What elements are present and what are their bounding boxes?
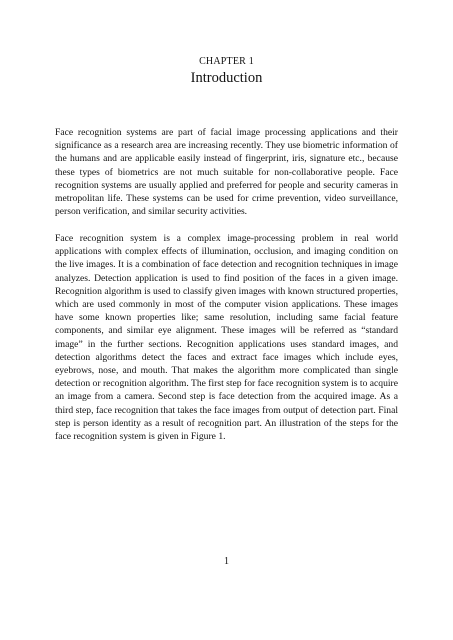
paragraph-2: Face recognition system is a complex image-processing problem in real world applications with complex effects of illumination, occlusion, and imaging condition on the live images. It is a combination of face detection and recognition techniques in image analyzes. Detection application is used to find position of the faces in a given image. Recognition algorithm is used to classify given images with known structured properties, which are used commonly in most of the computer vision applications. These images have some known properties like; same resolution, including same facial feature components, and similar eye alignment. These images will be referred as “standard image” in the further sections. Recognition applications uses standard images, and detection algorithms detect the faces and extract face images which include eyes, eyebrows, nose, and mouth. That makes the algorithm more complicated than single detection or recognition algorithm. The first step for face recognition system is to acquire an image from a camera. Second step is face detection from the acquired image. As a third step, face recognition that takes the face images from output of detection part. Final step is person identity as a result of recognition part. An illustration of the steps for the face recognition system is given in Figure 1. (55, 233, 398, 443)
chapter-title: Introduction (190, 70, 263, 86)
chapter-label: CHAPTER 1 (199, 56, 254, 67)
paragraph-1: Face recognition systems are part of facial image processing applications and their significance as a research area are increasing recently. They use biometric information of the humans and are applicable easily instead of fingerprint, iris, signature etc., because these types of biometrics are not much suitable for non-collaborative people. Face recognition systems are usually applied and preferred for people and security cameras in metropolitan life. These systems can be used for crime prevention, video surveillance, person verification, and similar security activities. (55, 127, 398, 218)
page-number: 1 (224, 556, 229, 567)
